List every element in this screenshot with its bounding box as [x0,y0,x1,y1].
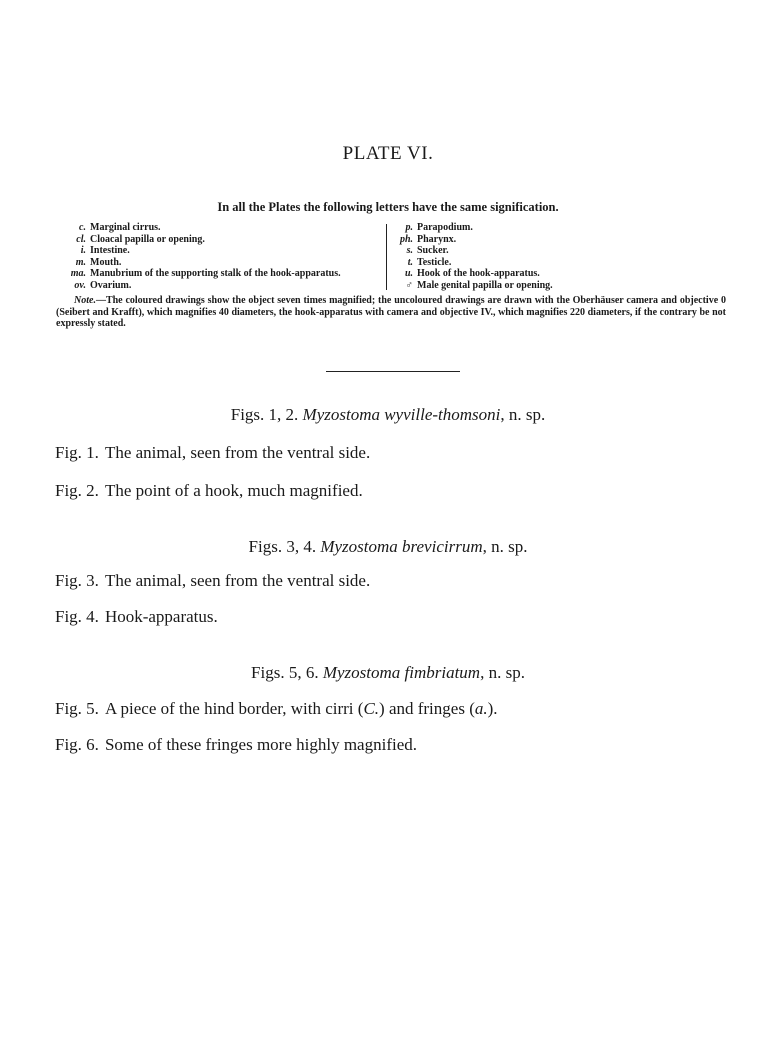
legend-row [56,257,381,269]
figure-label: Fig. 6. [55,735,99,754]
figure-text-part: A piece of the hind border, with cirri ( [104,699,364,718]
species-name: Myzostoma brevicirrum [320,537,483,556]
legend-definition: Cloacal papilla or opening. [90,233,205,245]
legend-row [56,245,381,257]
legend-left-column [56,222,381,291]
legend-row [385,257,715,269]
plate-title: PLATE VI. [342,143,434,164]
legend-abbr: p. [405,222,413,233]
legend-definition: Sucker. [417,245,449,256]
legend-row [56,280,381,292]
legend-definition: Hook of the hook-apparatus. [417,268,540,279]
figure-label: Fig. 2. [55,481,99,500]
figure-caption [55,699,498,719]
legend-abbr: t. [407,256,413,268]
legend-abbr: c. [79,222,86,233]
legend-abbr: cl. [76,233,86,245]
figure-text: Hook-apparatus. [104,607,218,626]
figure-caption [55,607,218,627]
legend-row [56,222,381,234]
legend-abbr: m. [75,256,86,268]
figure-label: Fig. 5. [55,699,99,718]
figure-label: Fig. 3. [55,571,99,590]
legend-definition: Ovarium. [90,279,132,291]
heading-suffix: , n. sp. [500,405,546,424]
figure-text: The animal, seen from the ventral side. [104,443,371,462]
legend-abbr: ov. [74,279,86,291]
species-heading [0,663,776,683]
figure-italic-abbr: C. [363,699,380,718]
legend-abbr: ph. [399,233,413,245]
legend-definition: Pharynx. [417,233,457,245]
legend-note [56,295,726,330]
legend-definition: Male genital papilla or opening. [417,279,553,291]
legend-row [385,268,715,280]
note-text: —The coloured drawings show the object seven times magnified; the uncoloured drawings are drawn with the Oberhäuser camera and objective 0 (Seibert and Krafft), which magnifies 40 diameters, the hook-apparatus with camera and objective IV., which magnifies 220 diameters, if the contrary be not expressly stated. [56,295,726,329]
figure-caption [55,481,363,501]
legend-abbr: s. [406,245,413,256]
figure-caption [55,735,417,755]
legend-definition: Intestine. [90,245,130,256]
figure-label: Fig. 4. [55,607,99,626]
figure-label: Fig. 1. [55,443,99,462]
figure-text: The animal, seen from the ventral side. [104,571,371,590]
legend-row [385,234,715,246]
legend-intro: In all the Plates the following letters have the same signification. [217,200,559,214]
legend-row [385,280,715,292]
figure-text-part: ) and fringes ( [379,699,475,718]
legend-definition: Parapodium. [417,222,473,233]
heading-suffix: , n. sp. [482,537,528,556]
legend-definition: Mouth. [90,256,122,268]
figure-text: The point of a hook, much magnified. [104,481,363,500]
legend-right-column [385,222,715,291]
legend-abbr-male-symbol: ♂ [405,279,413,291]
figure-italic-abbr: a. [474,699,488,718]
note-label: Note. [74,295,96,306]
legend-abbr: u. [404,268,413,279]
species-name: Myzostoma fimbriatum [322,663,481,682]
species-name: Myzostoma wyville-thomsoni [302,405,501,424]
heading-prefix: Figs. 1, 2. [230,405,299,424]
legend-row [385,222,715,234]
species-heading [0,537,776,557]
figure-caption [55,571,370,591]
figure-text-part: ). [487,699,498,718]
legend-row [385,245,715,257]
legend-definition: Marginal cirrus. [90,222,161,233]
figure-text: Some of these fringes more highly magnified. [104,735,418,754]
legend-definition: Testicle. [417,256,452,268]
legend-abbr: ma. [70,268,86,279]
legend-abbr: i. [80,245,86,256]
species-heading [0,405,776,425]
section-divider [326,371,460,372]
legend-row [56,234,381,246]
legend-definition: Manubrium of the supporting stalk of the hook-apparatus. [90,268,341,279]
legend-row [56,268,381,280]
heading-prefix: Figs. 5, 6. [251,663,319,682]
heading-prefix: Figs. 3, 4. [248,537,317,556]
heading-suffix: , n. sp. [480,663,525,682]
figure-caption [55,443,370,463]
